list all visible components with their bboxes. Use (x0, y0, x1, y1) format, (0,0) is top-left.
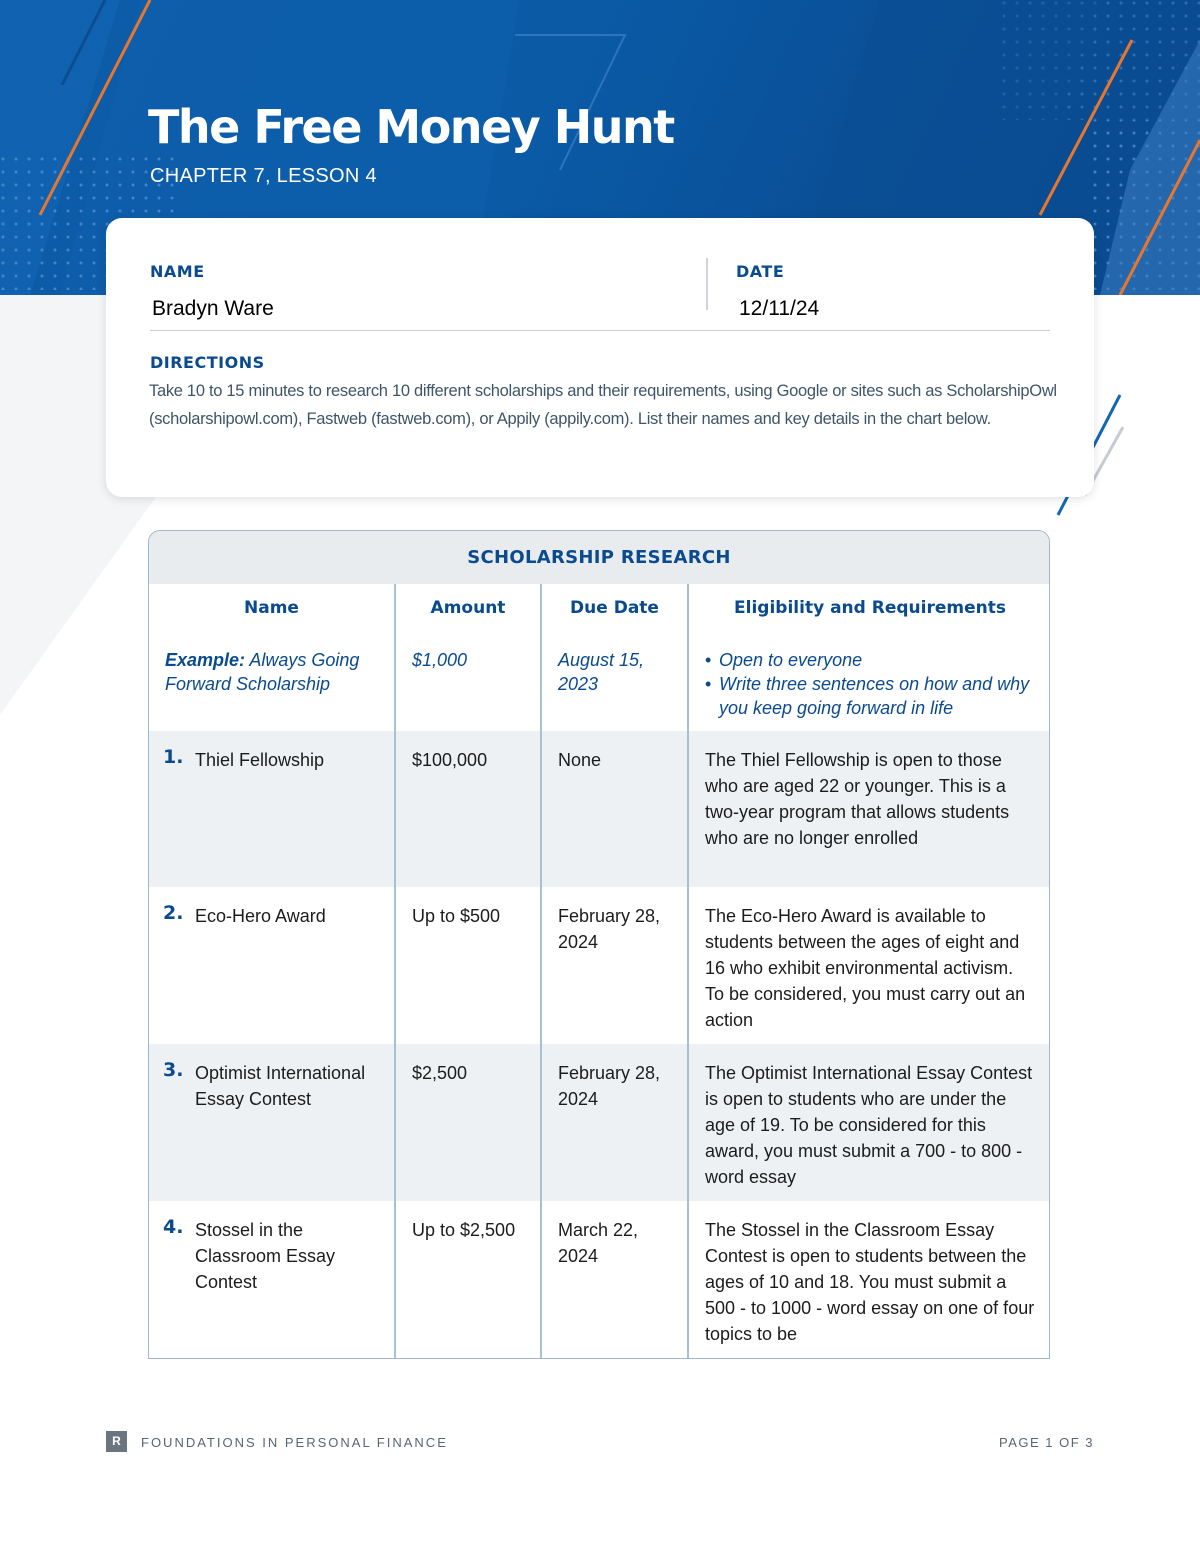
page-subtitle: CHAPTER 7, LESSON 4 (150, 165, 377, 187)
amount-cell[interactable]: $2,500 (395, 1044, 541, 1201)
requirements-cell[interactable]: The Thiel Fellowship is open to those who are aged 22 or younger. This is a two-year program that allows students who are no longer enrolled (688, 731, 1050, 887)
footer-course-name: FOUNDATIONS IN PERSONAL FINANCE (141, 1435, 448, 1450)
directions-label: DIRECTIONS (150, 353, 265, 372)
table-row (149, 1044, 1050, 1201)
footer-page-number: PAGE 1 OF 3 (998, 1435, 1094, 1450)
info-card (106, 218, 1094, 497)
list-item: • Open to everyone (705, 648, 1035, 672)
name-label: NAME (150, 262, 205, 281)
list-item: • Write three sentences on how and why you keep going forward in life (705, 672, 1035, 720)
amount-cell[interactable]: Up to $500 (395, 887, 541, 1044)
table-row (149, 731, 1050, 887)
scholarship-name: Stossel in the Classroom Essay Contest (195, 1220, 336, 1292)
row-number: 4. (163, 1216, 184, 1238)
ramsey-logo-icon: R (106, 1431, 127, 1452)
amount-cell[interactable]: $100,000 (395, 731, 541, 887)
example-requirements (688, 629, 1050, 731)
name-cell[interactable] (149, 887, 395, 1044)
name-field[interactable]: Bradyn Ware (152, 297, 274, 320)
field-divider (706, 258, 708, 310)
example-row (149, 629, 1050, 731)
column-header-name: Name (244, 598, 299, 618)
name-cell[interactable] (149, 1201, 395, 1358)
scholarship-name: Optimist International Essay Contest (195, 1063, 366, 1109)
table-row (149, 887, 1050, 1044)
date-label: DATE (736, 262, 785, 281)
row-number: 3. (163, 1059, 184, 1081)
page-title: The Free Money Hunt (148, 100, 674, 154)
example-due-date: August 15, 2023 (541, 629, 688, 731)
due-date-cell[interactable]: February 28, 2024 (541, 887, 688, 1044)
directions-text: Take 10 to 15 minutes to research 10 different scholarships and their requirements, using Google or sites such as ScholarshipOwl (scholarshipowl.com), Fastweb (fastweb.com), or Appily (appily.com). List their names and key details in the chart below. (149, 382, 1057, 428)
name-cell[interactable] (149, 731, 395, 887)
field-underline (150, 330, 1050, 331)
scholarship-name: Thiel Fellowship (195, 750, 325, 770)
column-header-due-date: Due Date (541, 584, 688, 629)
column-header-amount: Amount (395, 584, 541, 629)
scholarship-name: Eco-Hero Award (195, 906, 326, 926)
due-date-cell[interactable]: February 28, 2024 (541, 1044, 688, 1201)
name-cell[interactable] (149, 1044, 395, 1201)
row-number: 2. (163, 902, 184, 924)
amount-cell[interactable]: Up to $2,500 (395, 1201, 541, 1358)
requirements-cell[interactable]: The Optimist International Essay Contest is open to students who are under the age of 19. To be considered for this award, you must submit a 700 - to 800 - word essay (688, 1044, 1050, 1201)
example-amount: $1,000 (395, 629, 541, 731)
example-name-cell (149, 629, 395, 731)
example-name: Always Going Forward Scholarship (165, 650, 360, 694)
requirements-cell[interactable]: The Eco-Hero Award is available to students between the ages of eight and 16 who exhibit environmental activism. To be considered, you must carry out an action (688, 887, 1050, 1044)
scholarship-table (148, 530, 1050, 1359)
example-prefix: Example: (165, 650, 246, 670)
table-row (149, 1201, 1050, 1358)
column-header-eligibility: Eligibility and Requirements (688, 584, 1050, 629)
date-field[interactable]: 12/11/24 (739, 297, 820, 320)
row-number: 1. (163, 746, 184, 768)
table-title: SCHOLARSHIP RESEARCH (149, 531, 1049, 584)
due-date-cell[interactable]: None (541, 731, 688, 887)
requirements-cell[interactable]: The Stossel in the Classroom Essay Contest is open to students between the ages of 10 and 18. You must submit a 500 - to 1000 - word essay on one of four topics to be (688, 1201, 1050, 1358)
due-date-cell[interactable]: March 22, 2024 (541, 1201, 688, 1358)
